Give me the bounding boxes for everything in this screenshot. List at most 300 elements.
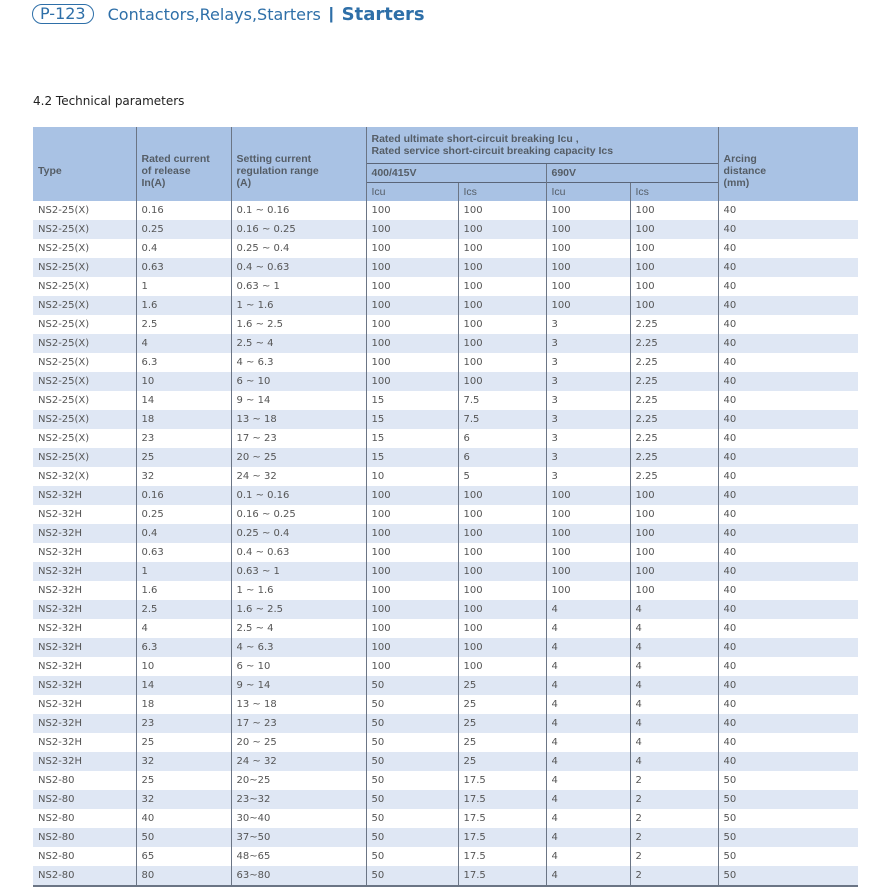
cell-400v-icu: 50: [366, 809, 458, 828]
cell-400v-ics: 17.5: [458, 809, 546, 828]
cell-arcing-distance: 40: [718, 619, 858, 638]
col-header-400v: 400/415V: [366, 164, 546, 183]
cell-arcing-distance: 40: [718, 201, 858, 220]
cell-690v-icu: 4: [546, 790, 630, 809]
cell-arcing-distance: 50: [718, 771, 858, 790]
cell-type: NS2-25(X): [33, 296, 136, 315]
cell-400v-icu: 100: [366, 505, 458, 524]
cell-400v-ics: 100: [458, 619, 546, 638]
cell-400v-ics: 17.5: [458, 771, 546, 790]
table-row: [33, 581, 858, 600]
cell-400v-icu: 100: [366, 201, 458, 220]
cell-arcing-distance: 40: [718, 296, 858, 315]
table-row: [33, 695, 858, 714]
cell-arcing-distance: 40: [718, 562, 858, 581]
cell-type: NS2-32H: [33, 524, 136, 543]
cell-400v-ics: 25: [458, 714, 546, 733]
cell-setting-range: 0.16 ~ 0.25: [231, 220, 366, 239]
cell-setting-range: 0.63 ~ 1: [231, 562, 366, 581]
table-row: [33, 277, 858, 296]
cell-690v-icu: 100: [546, 581, 630, 600]
cell-690v-icu: 100: [546, 239, 630, 258]
page-header: [32, 2, 425, 26]
cell-400v-icu: 100: [366, 619, 458, 638]
cell-type: NS2-32H: [33, 581, 136, 600]
cell-type: NS2-25(X): [33, 391, 136, 410]
cell-setting-range: 24 ~ 32: [231, 752, 366, 771]
cell-400v-icu: 10: [366, 467, 458, 486]
cell-400v-icu: 15: [366, 429, 458, 448]
cell-400v-icu: 50: [366, 676, 458, 695]
cell-arcing-distance: 40: [718, 410, 858, 429]
table-row: [33, 638, 858, 657]
cell-690v-icu: 4: [546, 638, 630, 657]
cell-type: NS2-25(X): [33, 353, 136, 372]
cell-690v-icu: 100: [546, 562, 630, 581]
cell-690v-icu: 4: [546, 809, 630, 828]
cell-400v-ics: 100: [458, 600, 546, 619]
cell-rated-current: 0.16: [136, 486, 231, 505]
cell-setting-range: 0.16 ~ 0.25: [231, 505, 366, 524]
cell-type: NS2-32H: [33, 543, 136, 562]
cell-400v-ics: 17.5: [458, 790, 546, 809]
section-title: 4.2 Technical parameters: [33, 94, 185, 108]
cell-690v-icu: 4: [546, 676, 630, 695]
table-row: [33, 334, 858, 353]
cell-400v-ics: 100: [458, 277, 546, 296]
cell-rated-current: 0.25: [136, 505, 231, 524]
cell-arcing-distance: 50: [718, 809, 858, 828]
table-row: [33, 619, 858, 638]
cell-arcing-distance: 40: [718, 524, 858, 543]
cell-690v-icu: 100: [546, 201, 630, 220]
cell-690v-ics: 100: [630, 220, 718, 239]
cell-690v-ics: 4: [630, 695, 718, 714]
cell-arcing-distance: 40: [718, 239, 858, 258]
cell-690v-ics: 2: [630, 771, 718, 790]
cell-rated-current: 25: [136, 733, 231, 752]
cell-setting-range: 1.6 ~ 2.5: [231, 600, 366, 619]
cell-rated-current: 0.4: [136, 524, 231, 543]
cell-400v-icu: 50: [366, 752, 458, 771]
cell-type: NS2-25(X): [33, 277, 136, 296]
cell-690v-ics: 100: [630, 258, 718, 277]
table-row: [33, 201, 858, 220]
cell-arcing-distance: 40: [718, 258, 858, 277]
cell-type: NS2-32(X): [33, 467, 136, 486]
cell-400v-icu: 100: [366, 524, 458, 543]
table-row: [33, 239, 858, 258]
table-row: [33, 543, 858, 562]
cell-rated-current: 18: [136, 695, 231, 714]
cell-rated-current: 10: [136, 372, 231, 391]
cell-type: NS2-32H: [33, 676, 136, 695]
col-header-690v-ics: Ics: [630, 183, 718, 202]
cell-type: NS2-25(X): [33, 258, 136, 277]
cell-690v-icu: 100: [546, 220, 630, 239]
cell-setting-range: 0.25 ~ 0.4: [231, 524, 366, 543]
cell-400v-icu: 100: [366, 562, 458, 581]
cell-690v-ics: 4: [630, 676, 718, 695]
cell-type: NS2-80: [33, 790, 136, 809]
cell-type: NS2-32H: [33, 752, 136, 771]
cell-400v-icu: 100: [366, 372, 458, 391]
page-number-badge: P-123: [32, 4, 94, 24]
cell-arcing-distance: 40: [718, 676, 858, 695]
cell-400v-ics: 25: [458, 695, 546, 714]
cell-400v-icu: 100: [366, 239, 458, 258]
cell-rated-current: 0.4: [136, 239, 231, 258]
cell-400v-ics: 17.5: [458, 866, 546, 886]
cell-setting-range: 17 ~ 23: [231, 714, 366, 733]
cell-400v-icu: 15: [366, 391, 458, 410]
cell-rated-current: 0.16: [136, 201, 231, 220]
cell-690v-icu: 100: [546, 486, 630, 505]
cell-400v-icu: 50: [366, 733, 458, 752]
cell-400v-ics: 25: [458, 733, 546, 752]
cell-rated-current: 32: [136, 752, 231, 771]
cell-setting-range: 17 ~ 23: [231, 429, 366, 448]
cell-400v-icu: 50: [366, 866, 458, 886]
table-row: [33, 562, 858, 581]
cell-400v-ics: 100: [458, 353, 546, 372]
cell-400v-ics: 100: [458, 220, 546, 239]
cell-arcing-distance: 40: [718, 638, 858, 657]
cell-400v-icu: 50: [366, 771, 458, 790]
cell-690v-icu: 3: [546, 353, 630, 372]
cell-arcing-distance: 50: [718, 790, 858, 809]
table-row: [33, 524, 858, 543]
cell-rated-current: 4: [136, 334, 231, 353]
cell-rated-current: 0.63: [136, 543, 231, 562]
cell-690v-ics: 4: [630, 752, 718, 771]
cell-type: NS2-25(X): [33, 372, 136, 391]
table-row: [33, 714, 858, 733]
table-row: [33, 258, 858, 277]
col-header-690v: 690V: [546, 164, 718, 183]
cell-arcing-distance: 40: [718, 752, 858, 771]
cell-setting-range: 9 ~ 14: [231, 676, 366, 695]
cell-690v-icu: 4: [546, 847, 630, 866]
cell-type: NS2-80: [33, 828, 136, 847]
cell-rated-current: 14: [136, 391, 231, 410]
cell-400v-icu: 50: [366, 714, 458, 733]
cell-rated-current: 14: [136, 676, 231, 695]
cell-690v-ics: 4: [630, 714, 718, 733]
cell-400v-ics: 17.5: [458, 828, 546, 847]
cell-arcing-distance: 50: [718, 847, 858, 866]
cell-690v-ics: 2.25: [630, 410, 718, 429]
table-row: [33, 733, 858, 752]
cell-690v-icu: 4: [546, 828, 630, 847]
cell-rated-current: 23: [136, 429, 231, 448]
cell-400v-icu: 50: [366, 790, 458, 809]
cell-rated-current: 50: [136, 828, 231, 847]
cell-690v-icu: 3: [546, 334, 630, 353]
table-row: [33, 657, 858, 676]
cell-690v-ics: 2: [630, 790, 718, 809]
cell-setting-range: 6 ~ 10: [231, 657, 366, 676]
cell-690v-ics: 2.25: [630, 353, 718, 372]
cell-400v-ics: 25: [458, 752, 546, 771]
col-header-rated-current: Rated current of release In(A): [136, 127, 231, 201]
table-row: [33, 828, 858, 847]
cell-400v-ics: 100: [458, 657, 546, 676]
cell-400v-ics: 100: [458, 638, 546, 657]
cell-type: NS2-80: [33, 809, 136, 828]
cell-setting-range: 13 ~ 18: [231, 695, 366, 714]
cell-type: NS2-25(X): [33, 220, 136, 239]
cell-400v-icu: 100: [366, 543, 458, 562]
cell-setting-range: 48~65: [231, 847, 366, 866]
table-row: [33, 809, 858, 828]
cell-rated-current: 1.6: [136, 296, 231, 315]
cell-setting-range: 37~50: [231, 828, 366, 847]
cell-400v-icu: 15: [366, 410, 458, 429]
cell-setting-range: 4 ~ 6.3: [231, 353, 366, 372]
cell-rated-current: 1: [136, 562, 231, 581]
cell-type: NS2-32H: [33, 562, 136, 581]
col-header-type: Type: [33, 127, 136, 201]
cell-arcing-distance: 40: [718, 600, 858, 619]
cell-690v-icu: 4: [546, 714, 630, 733]
cell-690v-ics: 2.25: [630, 467, 718, 486]
table-row: [33, 467, 858, 486]
cell-690v-icu: 4: [546, 695, 630, 714]
cell-400v-icu: 100: [366, 334, 458, 353]
cell-type: NS2-32H: [33, 657, 136, 676]
cell-400v-ics: 6: [458, 448, 546, 467]
cell-400v-ics: 7.5: [458, 391, 546, 410]
cell-arcing-distance: 40: [718, 486, 858, 505]
cell-setting-range: 20 ~ 25: [231, 733, 366, 752]
cell-rated-current: 80: [136, 866, 231, 886]
cell-400v-icu: 50: [366, 828, 458, 847]
cell-arcing-distance: 40: [718, 714, 858, 733]
cell-setting-range: 0.63 ~ 1: [231, 277, 366, 296]
cell-rated-current: 32: [136, 790, 231, 809]
cell-690v-ics: 100: [630, 277, 718, 296]
cell-setting-range: 9 ~ 14: [231, 391, 366, 410]
cell-690v-icu: 3: [546, 315, 630, 334]
table-row: [33, 847, 858, 866]
cell-690v-ics: 2: [630, 847, 718, 866]
cell-type: NS2-25(X): [33, 410, 136, 429]
cell-690v-ics: 2.25: [630, 334, 718, 353]
cell-690v-ics: 4: [630, 733, 718, 752]
cell-400v-ics: 100: [458, 315, 546, 334]
cell-type: NS2-80: [33, 847, 136, 866]
cell-arcing-distance: 40: [718, 277, 858, 296]
cell-type: NS2-25(X): [33, 315, 136, 334]
cell-setting-range: 13 ~ 18: [231, 410, 366, 429]
cell-690v-icu: 4: [546, 866, 630, 886]
cell-400v-ics: 5: [458, 467, 546, 486]
cell-690v-ics: 100: [630, 581, 718, 600]
cell-690v-ics: 2.25: [630, 429, 718, 448]
table-row: [33, 410, 858, 429]
cell-arcing-distance: 40: [718, 353, 858, 372]
cell-type: NS2-25(X): [33, 201, 136, 220]
table-row: [33, 790, 858, 809]
table-row: [33, 866, 858, 886]
cell-type: NS2-25(X): [33, 334, 136, 353]
cell-690v-ics: 100: [630, 543, 718, 562]
cell-400v-icu: 100: [366, 258, 458, 277]
cell-rated-current: 23: [136, 714, 231, 733]
cell-arcing-distance: 40: [718, 543, 858, 562]
table-row: [33, 505, 858, 524]
title-separator: |: [328, 4, 334, 23]
cell-690v-icu: 3: [546, 448, 630, 467]
cell-690v-icu: 4: [546, 771, 630, 790]
cell-setting-range: 4 ~ 6.3: [231, 638, 366, 657]
cell-setting-range: 2.5 ~ 4: [231, 334, 366, 353]
table-row: [33, 353, 858, 372]
cell-setting-range: 0.4 ~ 0.63: [231, 258, 366, 277]
cell-690v-ics: 4: [630, 600, 718, 619]
cell-type: NS2-32H: [33, 638, 136, 657]
cell-690v-ics: 100: [630, 486, 718, 505]
cell-setting-range: 1 ~ 1.6: [231, 296, 366, 315]
cell-400v-ics: 17.5: [458, 847, 546, 866]
table-row: [33, 372, 858, 391]
cell-arcing-distance: 40: [718, 372, 858, 391]
col-header-arcing-distance: Arcing distance (mm): [718, 127, 858, 201]
cell-400v-ics: 100: [458, 372, 546, 391]
cell-rated-current: 25: [136, 771, 231, 790]
cell-400v-icu: 100: [366, 657, 458, 676]
cell-rated-current: 0.25: [136, 220, 231, 239]
cell-arcing-distance: 40: [718, 315, 858, 334]
cell-400v-ics: 100: [458, 486, 546, 505]
cell-arcing-distance: 40: [718, 733, 858, 752]
cell-690v-icu: 3: [546, 391, 630, 410]
cell-type: NS2-32H: [33, 600, 136, 619]
cell-rated-current: 6.3: [136, 353, 231, 372]
table-row: [33, 315, 858, 334]
cell-type: NS2-32H: [33, 505, 136, 524]
table-row: [33, 486, 858, 505]
cell-690v-ics: 100: [630, 524, 718, 543]
cell-400v-ics: 6: [458, 429, 546, 448]
cell-400v-ics: 100: [458, 543, 546, 562]
cell-setting-range: 20 ~ 25: [231, 448, 366, 467]
table-row: [33, 429, 858, 448]
cell-400v-icu: 50: [366, 695, 458, 714]
cell-690v-icu: 4: [546, 733, 630, 752]
table-row: [33, 676, 858, 695]
cell-rated-current: 32: [136, 467, 231, 486]
table-row: [33, 220, 858, 239]
cell-type: NS2-25(X): [33, 239, 136, 258]
cell-arcing-distance: 40: [718, 505, 858, 524]
cell-690v-ics: 4: [630, 619, 718, 638]
cell-arcing-distance: 40: [718, 695, 858, 714]
table-row: [33, 752, 858, 771]
cell-400v-icu: 100: [366, 296, 458, 315]
cell-400v-icu: 100: [366, 315, 458, 334]
cell-setting-range: 30~40: [231, 809, 366, 828]
cell-arcing-distance: 40: [718, 220, 858, 239]
cell-setting-range: 0.1 ~ 0.16: [231, 201, 366, 220]
cell-setting-range: 2.5 ~ 4: [231, 619, 366, 638]
cell-400v-ics: 100: [458, 581, 546, 600]
cell-rated-current: 40: [136, 809, 231, 828]
cell-arcing-distance: 50: [718, 828, 858, 847]
cell-690v-ics: 4: [630, 638, 718, 657]
cell-arcing-distance: 40: [718, 581, 858, 600]
cell-690v-ics: 2.25: [630, 448, 718, 467]
cell-400v-icu: 100: [366, 353, 458, 372]
cell-type: NS2-25(X): [33, 448, 136, 467]
cell-rated-current: 2.5: [136, 600, 231, 619]
technical-parameters-table: [33, 127, 858, 887]
cell-690v-icu: 3: [546, 410, 630, 429]
table-row: [33, 600, 858, 619]
cell-setting-range: 0.1 ~ 0.16: [231, 486, 366, 505]
cell-400v-ics: 100: [458, 562, 546, 581]
col-header-400v-icu: Icu: [366, 183, 458, 202]
cell-690v-icu: 3: [546, 467, 630, 486]
cell-400v-icu: 50: [366, 847, 458, 866]
cell-400v-icu: 15: [366, 448, 458, 467]
cell-690v-icu: 100: [546, 277, 630, 296]
cell-rated-current: 1.6: [136, 581, 231, 600]
cell-type: NS2-80: [33, 771, 136, 790]
table-row: [33, 391, 858, 410]
category-label: Contactors,Relays,Starters: [107, 4, 321, 24]
cell-rated-current: 18: [136, 410, 231, 429]
cell-690v-icu: 3: [546, 429, 630, 448]
cell-arcing-distance: 40: [718, 657, 858, 676]
cell-690v-icu: 100: [546, 543, 630, 562]
col-header-setting-range: Setting current regulation range (A): [231, 127, 366, 201]
cell-rated-current: 1: [136, 277, 231, 296]
cell-setting-range: 6 ~ 10: [231, 372, 366, 391]
cell-rated-current: 10: [136, 657, 231, 676]
cell-400v-ics: 100: [458, 505, 546, 524]
cell-rated-current: 0.63: [136, 258, 231, 277]
cell-690v-icu: 4: [546, 657, 630, 676]
page-title: Starters: [341, 3, 425, 25]
cell-690v-icu: 3: [546, 372, 630, 391]
cell-400v-icu: 100: [366, 277, 458, 296]
cell-type: NS2-80: [33, 866, 136, 886]
table-row: [33, 296, 858, 315]
cell-690v-ics: 2: [630, 828, 718, 847]
cell-690v-icu: 4: [546, 619, 630, 638]
cell-arcing-distance: 40: [718, 429, 858, 448]
cell-type: NS2-32H: [33, 733, 136, 752]
cell-400v-icu: 100: [366, 486, 458, 505]
cell-arcing-distance: 40: [718, 467, 858, 486]
cell-400v-ics: 7.5: [458, 410, 546, 429]
cell-400v-icu: 100: [366, 220, 458, 239]
col-header-breaking-capacity: Rated ultimate short-circuit breaking Icu , Rated service short-circuit breaking capacity Ics: [366, 127, 718, 164]
table-row: [33, 448, 858, 467]
col-header-400v-ics: Ics: [458, 183, 546, 202]
cell-400v-ics: 25: [458, 676, 546, 695]
cell-690v-ics: 100: [630, 296, 718, 315]
cell-690v-icu: 100: [546, 296, 630, 315]
cell-690v-icu: 4: [546, 752, 630, 771]
cell-type: NS2-32H: [33, 619, 136, 638]
cell-rated-current: 65: [136, 847, 231, 866]
cell-400v-icu: 100: [366, 581, 458, 600]
cell-690v-ics: 100: [630, 201, 718, 220]
cell-400v-icu: 100: [366, 638, 458, 657]
